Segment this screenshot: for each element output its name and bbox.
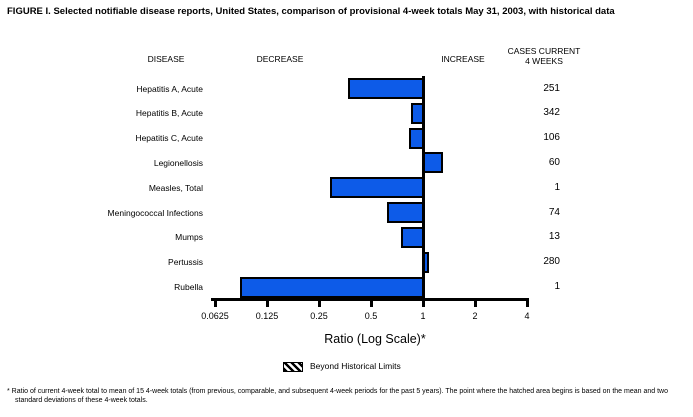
footnote xyxy=(7,387,693,405)
axis-tick-label: 0.5 xyxy=(364,311,378,321)
column-header-disease: DISEASE xyxy=(147,54,185,64)
ratio-bar xyxy=(387,202,424,223)
cases-value: 342 xyxy=(543,107,560,119)
axis-tick-label: 2 xyxy=(472,311,478,321)
disease-label: Measles, Total xyxy=(148,182,203,193)
column-header-increase: INCREASE xyxy=(441,54,485,64)
axis-tick-label: 4 xyxy=(524,311,530,321)
cases-value: 1 xyxy=(554,181,560,193)
column-header-cases-line2: 4 WEEKS xyxy=(525,56,563,66)
disease-label: Rubella xyxy=(174,282,203,293)
x-axis-line xyxy=(211,298,529,301)
axis-tick-label: 0.125 xyxy=(255,311,279,321)
cases-value: 74 xyxy=(548,206,560,218)
axis-tick-label: 0.0625 xyxy=(201,311,229,321)
axis-tick-label: 1 xyxy=(420,311,426,321)
hatch-legend-label: Beyond Historical Limits xyxy=(310,361,401,371)
disease-label: Hepatitis A, Acute xyxy=(136,83,203,94)
disease-label: Pertussis xyxy=(168,257,203,268)
disease-label: Mumps xyxy=(175,232,203,243)
hatch-legend-swatch xyxy=(283,362,303,372)
disease-label: Hepatitis B, Acute xyxy=(135,108,203,119)
ratio-bar xyxy=(348,78,424,99)
column-header-cases-line1: CASES CURRENT xyxy=(507,46,581,56)
cases-value: 251 xyxy=(543,82,560,94)
figure-title: FIGURE I. Selected notifiable disease reports, United States, comparison of provisional 4-week totals May 31, 2003, with historical data xyxy=(7,6,615,17)
baseline-reference-line xyxy=(422,76,425,301)
ratio-bar xyxy=(422,152,443,173)
column-header-decrease: DECREASE xyxy=(256,54,304,64)
cases-value: 1 xyxy=(554,281,560,293)
cases-value: 60 xyxy=(548,156,560,168)
x-axis-title: Ratio (Log Scale)* xyxy=(324,332,426,346)
ratio-bar xyxy=(330,177,424,198)
cases-value: 13 xyxy=(548,231,560,243)
disease-label: Meningococcal Infections xyxy=(107,207,203,218)
cases-value: 280 xyxy=(543,256,560,268)
cases-value: 106 xyxy=(543,132,560,144)
footnote-marker: * xyxy=(7,388,10,395)
disease-label: Legionellosis xyxy=(153,157,203,168)
footnote-text: Ratio of current 4-week total to mean of 15 4-week totals (from previous, comparable, and subsequent 4-week periods for the past 5 years). The point where the hatched area begins is based on the mean and two standard deviations of these 4-week totals. xyxy=(9,388,668,404)
axis-tick-label: 0.25 xyxy=(310,311,328,321)
disease-label: Hepatitis C, Acute xyxy=(135,133,203,144)
ratio-bar xyxy=(240,277,425,298)
column-header-cases xyxy=(483,46,605,66)
